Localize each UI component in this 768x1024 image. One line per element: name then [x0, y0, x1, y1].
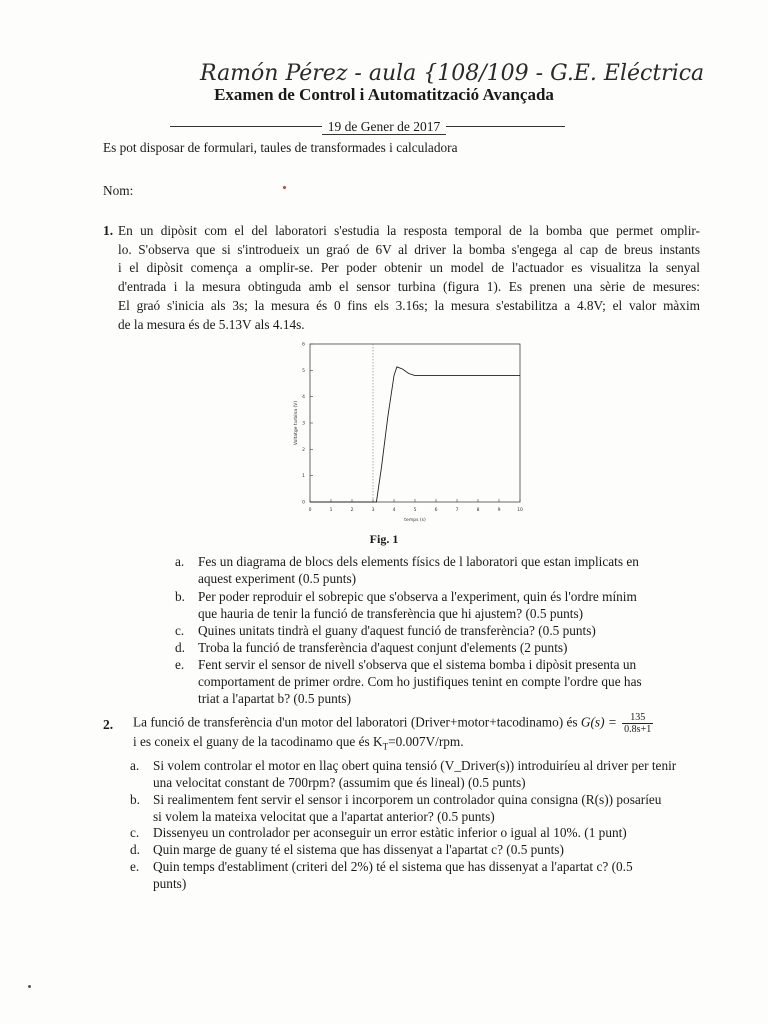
x-tick-label: 5 [413, 508, 417, 513]
item-text: triat a l'apartat b? (0.5 punts) [198, 691, 352, 706]
x-tick-label: 6 [434, 508, 438, 513]
handwritten-text: Ramón Pérez - aula {108/109 - G.E. Eléctrica [200, 61, 705, 86]
q1-line: de la mesura és de 5.13V als 4.14s. [118, 316, 305, 332]
item-text: una velocitat constant de 700rpm? (assumim que és lineal) (0.5 punts) [153, 775, 526, 790]
q1-line: d'entrada i la mesura obtinguda amb el sensor turbina (figura 1). Es prenen una sèrie de mesures: [118, 279, 700, 295]
item-label: e. [175, 657, 185, 672]
plot-frame [310, 344, 520, 502]
y-tick-label: 2 [302, 447, 305, 453]
scan-speck [28, 985, 31, 988]
x-tick-label: 8 [476, 508, 480, 513]
item-text: Quin temps d'establiment (criteri del 2%) té el sistema que has dissenyat a l'apartat c? (0.5 [153, 859, 633, 874]
item-text: que hauria de tenir la funció de transferència que hi ajustem? (0.5 punts) [198, 606, 584, 621]
stray-mark [283, 186, 286, 189]
name-label: Nom: [103, 183, 134, 198]
item-label: a. [175, 554, 185, 569]
y-tick-label: 0 [302, 500, 305, 506]
q2-gain-text: i es coneix el guany de la tacodinamo que és K [133, 734, 383, 749]
item-text: Troba la funció de transferència d'aquest conjunt d'elements (2 punts) [198, 640, 568, 655]
item-text: Per poder reproduir el sobrepic que s'observa a l'experiment, quin és l'ordre mínim [198, 589, 637, 604]
figure-caption: Fig. 1 [369, 532, 399, 546]
allowed-materials: Es pot disposar de formulari, taules de transformades i calculadora [103, 140, 458, 155]
x-tick-label: 3 [371, 508, 375, 513]
y-tick-label: 3 [302, 421, 305, 427]
x-axis-label: temps (s) [404, 518, 426, 523]
q1-line: El graó s'inicia als 3s; la mesura és 0 fins els 3.16s; la mesura s'estabilitza a 4.8V; el valor màxim [118, 297, 700, 313]
y-axis-label: Voltatge turbina (V) [294, 400, 299, 446]
x-tick-label: 0 [308, 508, 312, 513]
item-text: aquest experiment (0.5 punts) [198, 571, 357, 586]
item-label: d. [130, 842, 140, 857]
q2-line-2 [133, 733, 464, 756]
q2-intro: La funció de transferència d'un motor del laboratori (Driver+motor+tacodinamo) és [133, 714, 578, 730]
x-tick-label: 1 [329, 508, 333, 513]
q1-line: En un dipòsit com el del laboratori s'estudia la resposta temporal de la bomba que permet omplir- [118, 223, 700, 238]
q1-statement [118, 222, 700, 334]
item-label: c. [175, 623, 185, 638]
exam-date-wrap [0, 119, 768, 135]
item-text: Fent servir el sensor de nivell s'observa que el sistema bomba i dipòsit presenta un [198, 657, 637, 672]
q2-gain-value: =0.007V/rpm. [388, 734, 464, 749]
x-tick-label: 7 [455, 508, 459, 513]
q1-line: lo. S'observa que si s'introdueix un graó de 6V al driver la bomba s'engega al cap de breus instants [118, 241, 700, 257]
item-text: punts) [153, 876, 187, 891]
x-tick-label: 9 [497, 508, 501, 513]
y-tick-label: 4 [302, 395, 305, 401]
item-label: b. [130, 792, 140, 807]
q2-number: 2. [103, 717, 114, 732]
y-tick-label: 1 [302, 474, 305, 480]
item-label: c. [130, 825, 140, 840]
q2-line-1 [133, 712, 653, 735]
fraction-numerator: 135 [622, 712, 653, 724]
formula-lhs: G(s) = [580, 714, 617, 730]
item-text: comportament de primer ordre. Com ho justifiques tenint en compte l'ordre que has [198, 674, 642, 689]
item-label: a. [130, 758, 140, 773]
fraction-denominator: 0.8s+1 [624, 724, 652, 735]
q1-number: 1. [103, 223, 114, 238]
exam-date: 19 de Gener de 2017 [322, 119, 446, 135]
item-text: Si realimentem fent servir el sensor i incorporem un controlador quina consigna (R(s)) posaríeu [153, 792, 662, 807]
y-tick-label: 6 [302, 342, 305, 348]
item-text: Quin marge de guany té el sistema que has dissenyat a l'apartat c? (0.5 punts) [153, 842, 564, 857]
item-text: Dissenyeu un controlador per aconseguir un error estàtic inferior o igual al 10%. (1 punt) [153, 825, 627, 840]
q1-line: i el dipòsit comença a omplir-se. Per poder obtenir un model de l'actuador es visualitza la senyal [118, 260, 700, 276]
item-text: Quines unitats tindrà el guany d'aquest funció de transferència? (0.5 punts) [198, 623, 596, 638]
x-tick-label: 2 [350, 508, 354, 513]
subscript: T [382, 741, 389, 752]
x-tick-label: 4 [392, 508, 396, 513]
item-label: e. [130, 859, 140, 874]
item-label: d. [175, 640, 185, 655]
exam-title: Examen de Control i Automatització Avançada [214, 85, 554, 104]
response-series-line [310, 367, 520, 502]
y-tick-label: 5 [302, 368, 305, 374]
figure-1-chart [285, 336, 535, 526]
item-label: b. [175, 589, 185, 604]
item-text: Si volem controlar el motor en llaç obert quina tensió (V_Driver(s)) introduiríeu al driver per tenir [153, 758, 677, 773]
item-text: si volem la mateixa velocitat que a l'apartat anterior? (0.5 punts) [153, 809, 495, 824]
transfer-function-fraction [622, 712, 653, 735]
item-text: Fes un diagrama de blocs dels elements físics de l laboratori que estan implicats en [198, 554, 639, 569]
x-tick-label: 10 [517, 508, 523, 513]
